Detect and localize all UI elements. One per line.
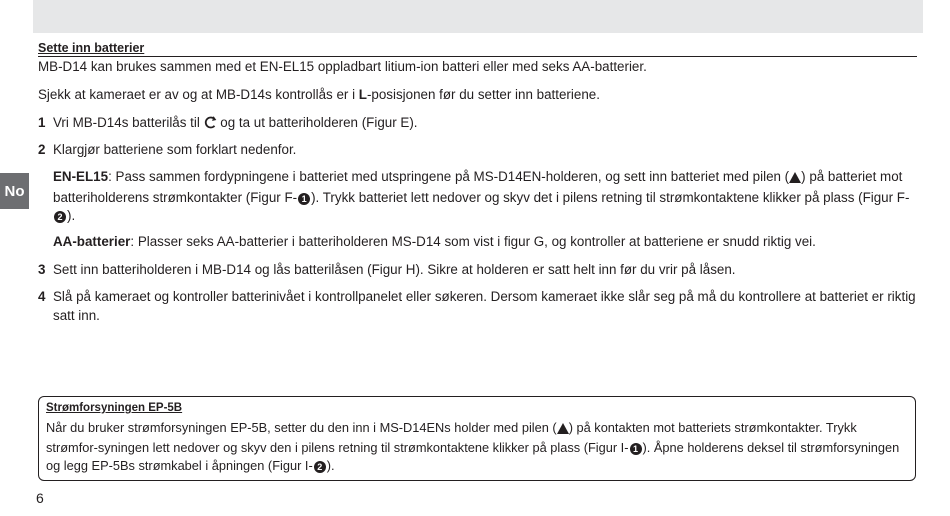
step-4-text: Slå på kameraet og kontroller batterinivået i kontrollpanelet eller søkeren. Dersom kameraet ikke slår seg på må du kontrollere at batteriet er riktig satt inn. [53,289,916,323]
marker-1-icon: 1 [298,193,310,205]
arrow-up-icon [789,170,801,189]
arrow-up-icon [557,421,569,439]
check-paragraph [38,86,918,105]
marker-2-icon: 2 [314,461,326,473]
check-text-after: -posisjonen før du setter inn batteriene. [366,87,600,102]
step-4-number: 4 [38,289,46,304]
marker-2-icon: 2 [54,211,66,223]
note-title: Strømforsyningen EP-5B [46,402,183,414]
en-el15-text-2: ) på batteriet mot batteriholderens strømkontakter (Figur F- [53,169,903,205]
note-text-3: ). Åpne holderens deksel til strømforsyningen og legg EP-5Bs strømkabel i åpningen (Figur I- [46,440,900,474]
step-1-text-before: Vri MB-D14s batterilås til [53,115,204,130]
step-2-number: 2 [38,142,46,157]
en-el15-text-3: ). Trykk batteriet lett nedover og skyv det i pilens retning til strømkontaktene klikker på plass (Figur F- [311,189,910,205]
check-text-before: Sjekk at kameraet er av og at MB-D14s kontrollås er i [38,87,359,102]
step-3-text: Sett inn batteriholderen i MB-D14 og lås batterilåsen (Figur H). Sikre at holderen er satt helt inn før du vrir på låsen. [53,262,736,277]
step-1-text-after: og ta ut batteriholderen (Figur E). [216,115,418,130]
marker-1-icon: 1 [630,443,642,455]
aa-paragraph [53,233,919,252]
header-band [33,0,923,33]
unlock-icon [204,116,217,135]
step-1-number: 1 [38,115,46,130]
aa-term: AA-batterier [53,234,131,249]
en-el15-paragraph [53,168,919,226]
note-body [46,419,908,476]
note-text-1: Når du bruker strømforsyningen EP-5B, setter du den inn i MS-D14ENs holder med pilen ( [46,420,557,435]
step-2-text: Klargjør batteriene som forklart nedenfor. [53,142,297,157]
en-el15-text-4: ). [67,208,76,223]
section-title: Sette inn batterier [38,41,917,57]
lock-position-label: L [358,87,367,102]
step-1-text [53,114,918,135]
aa-text: : Plasser seks AA-batterier i batteriholderen MS-D14 som vist i figur G, og kontroller at batteriene er snudd riktig vei. [130,234,816,249]
note-box [38,396,916,481]
step-3-number: 3 [38,262,46,277]
note-text-2: ) på kontakten mot batteriets strømkontakter. Trykk strømfor-syningen lett nedover og skyv den i pilens retning til strømkontaktene klikker på plass (Figur I- [46,420,857,456]
intro-paragraph: MB-D14 kan brukes sammen med et EN-EL15 oppladbart litium-ion batteri eller med seks AA-batterier. [38,59,647,74]
language-tab: No [0,173,29,209]
page-number: 6 [36,490,44,506]
en-el15-term: EN-EL15 [53,169,109,184]
en-el15-text-1: : Pass sammen fordypningene i batteriet med utspringene på MS-D14EN-holderen, og sett inn batteriet med pilen ( [108,169,790,184]
note-text-4: ). [326,458,335,474]
